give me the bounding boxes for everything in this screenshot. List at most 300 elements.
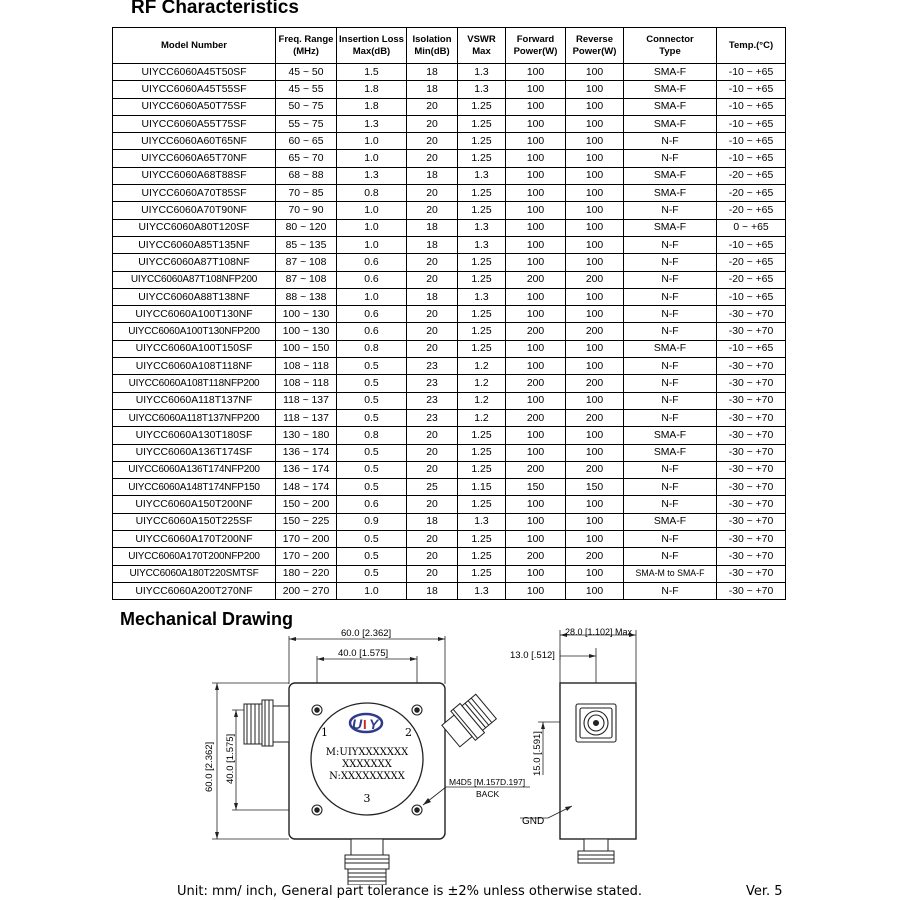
cell-insertion-loss: 1.8: [337, 98, 407, 115]
header-text: Min(dB): [414, 45, 450, 57]
table-row: [113, 358, 786, 375]
model-marking-2: XXXXXXX: [342, 759, 392, 770]
cell-insertion-loss: 0.8: [337, 427, 407, 444]
cell-model-number: UIYCC6060A200T270NF: [113, 582, 276, 599]
cell-freq-range: 118 ~ 137: [276, 392, 337, 409]
cell-insertion-loss: 0.9: [337, 513, 407, 530]
cell-isolation: 20: [407, 254, 458, 271]
cell-model-number: UIYCC6060A136T174NFP200: [113, 461, 276, 478]
cell-reverse-power: 200: [566, 375, 624, 392]
cell-temperature: -30 ~ +70: [717, 582, 786, 599]
cell-freq-range: 150 ~ 225: [276, 513, 337, 530]
cell-model-number: UIYCC6060A136T174SF: [113, 444, 276, 461]
cell-temperature: -30 ~ +70: [717, 323, 786, 340]
cell-vswr: 1.3: [458, 288, 506, 305]
cell-reverse-power: 100: [566, 115, 624, 132]
cell-connector-type: N-F: [624, 358, 717, 375]
svg-text:Y: Y: [369, 716, 379, 732]
header-freq-range: [276, 28, 337, 64]
header-text: Connector: [646, 33, 694, 45]
mount-hole-side-label: BACK: [476, 789, 500, 799]
cell-isolation: 23: [407, 409, 458, 426]
cell-connector-type: N-F: [624, 254, 717, 271]
cell-forward-power: 100: [506, 392, 566, 409]
cell-model-number: UIYCC6060A45T50SF: [113, 64, 276, 81]
cell-reverse-power: 100: [566, 340, 624, 357]
cell-isolation: 20: [407, 185, 458, 202]
cell-freq-range: 50 ~ 75: [276, 98, 337, 115]
cell-model-number: UIYCC6060A108T118NF: [113, 358, 276, 375]
cell-freq-range: 118 ~ 137: [276, 409, 337, 426]
cell-connector-type: SMA-M to SMA-F: [624, 565, 717, 582]
dim-hole-spacing-label: 40.0 [1.575]: [338, 648, 389, 659]
cell-reverse-power: 100: [566, 444, 624, 461]
cell-model-number: UIYCC6060A68T88SF: [113, 167, 276, 184]
cell-forward-power: 200: [506, 375, 566, 392]
cell-model-number: UIYCC6060A118T137NFP200: [113, 409, 276, 426]
cell-model-number: UIYCC6060A80T120SF: [113, 219, 276, 236]
cell-isolation: 18: [407, 513, 458, 530]
cell-vswr: 1.3: [458, 236, 506, 253]
cell-reverse-power: 200: [566, 271, 624, 288]
header-text: (MHz): [293, 45, 319, 57]
cell-model-number: UIYCC6060A150T200NF: [113, 496, 276, 513]
cell-forward-power: 100: [506, 531, 566, 548]
cell-connector-type: N-F: [624, 236, 717, 253]
mechanical-drawing-title: Mechanical Drawing: [120, 609, 294, 629]
cell-connector-type: N-F: [624, 461, 717, 478]
cell-insertion-loss: 1.0: [337, 582, 407, 599]
cell-insertion-loss: 0.5: [337, 375, 407, 392]
cell-model-number: UIYCC6060A70T90NF: [113, 202, 276, 219]
cell-insertion-loss: 0.8: [337, 185, 407, 202]
cell-forward-power: 100: [506, 288, 566, 305]
header-isolation: [407, 28, 458, 64]
cell-vswr: 1.25: [458, 271, 506, 288]
cell-reverse-power: 100: [566, 531, 624, 548]
cell-temperature: -30 ~ +70: [717, 409, 786, 426]
cell-vswr: 1.2: [458, 409, 506, 426]
cell-freq-range: 150 ~ 200: [276, 496, 337, 513]
cell-temperature: -10 ~ +65: [717, 81, 786, 98]
cell-model-number: UIYCC6060A108T118NFP200: [113, 375, 276, 392]
cell-insertion-loss: 1.5: [337, 64, 407, 81]
cell-reverse-power: 100: [566, 98, 624, 115]
cell-model-number: UIYCC6060A170T200NFP200: [113, 548, 276, 565]
table-row: [113, 167, 786, 184]
cell-temperature: -30 ~ +70: [717, 513, 786, 530]
cell-insertion-loss: 0.5: [337, 531, 407, 548]
cell-isolation: 18: [407, 582, 458, 599]
cell-temperature: -10 ~ +65: [717, 98, 786, 115]
cell-reverse-power: 100: [566, 64, 624, 81]
cell-reverse-power: 200: [566, 461, 624, 478]
cell-freq-range: 108 ~ 118: [276, 375, 337, 392]
table-row: [113, 306, 786, 323]
cell-forward-power: 200: [506, 461, 566, 478]
cell-isolation: 18: [407, 64, 458, 81]
footer-note: Unit: mm/ inch, General part tolerance is ±2% unless otherwise stated.: [177, 884, 642, 899]
cell-insertion-loss: 0.5: [337, 409, 407, 426]
cell-insertion-loss: 1.3: [337, 115, 407, 132]
cell-isolation: 20: [407, 461, 458, 478]
cell-insertion-loss: 0.6: [337, 496, 407, 513]
cell-model-number: UIYCC6060A148T174NFP150: [113, 479, 276, 496]
cell-isolation: 20: [407, 202, 458, 219]
header-text: Max(dB): [352, 45, 391, 57]
cell-insertion-loss: 1.3: [337, 167, 407, 184]
cell-reverse-power: 100: [566, 392, 624, 409]
cell-freq-range: 88 ~ 138: [276, 288, 337, 305]
table-row: [113, 185, 786, 202]
cell-connector-type: N-F: [624, 548, 717, 565]
cell-model-number: UIYCC6060A180T220SMTSF: [113, 565, 276, 582]
table-row: [113, 81, 786, 98]
mount-hole-label: M4D5 [M.157D.197]: [449, 777, 526, 787]
cell-vswr: 1.25: [458, 496, 506, 513]
cell-temperature: -10 ~ +65: [717, 64, 786, 81]
table-row: [113, 375, 786, 392]
cell-vswr: 1.25: [458, 461, 506, 478]
cell-insertion-loss: 1.0: [337, 133, 407, 150]
cell-isolation: 23: [407, 375, 458, 392]
header-vswr: [458, 28, 506, 64]
table-row: [113, 115, 786, 132]
cell-temperature: -30 ~ +70: [717, 375, 786, 392]
header-model-number: [113, 28, 276, 64]
cell-insertion-loss: 0.8: [337, 340, 407, 357]
cell-isolation: 20: [407, 496, 458, 513]
cell-freq-range: 45 ~ 55: [276, 81, 337, 98]
cell-isolation: 18: [407, 288, 458, 305]
table-row: [113, 392, 786, 409]
cell-connector-type: N-F: [624, 271, 717, 288]
cell-connector-type: SMA-F: [624, 513, 717, 530]
table-row: [113, 133, 786, 150]
cell-isolation: 20: [407, 531, 458, 548]
cell-freq-range: 70 ~ 90: [276, 202, 337, 219]
cell-reverse-power: 100: [566, 565, 624, 582]
mechanical-drawing: [0, 625, 900, 885]
header-reverse-power: [566, 28, 624, 64]
table-row: [113, 548, 786, 565]
cell-reverse-power: 200: [566, 548, 624, 565]
cell-reverse-power: 100: [566, 219, 624, 236]
header-connector-type: [624, 28, 717, 64]
cell-connector-type: N-F: [624, 133, 717, 150]
cell-forward-power: 100: [506, 340, 566, 357]
table-row: [113, 565, 786, 582]
header-text: Model Number: [161, 39, 227, 51]
cell-temperature: -10 ~ +65: [717, 150, 786, 167]
cell-forward-power: 100: [506, 98, 566, 115]
cell-isolation: 20: [407, 548, 458, 565]
port-3-label: 3: [363, 792, 371, 805]
cell-model-number: UIYCC6060A100T150SF: [113, 340, 276, 357]
cell-reverse-power: 200: [566, 323, 624, 340]
header-text: Power(W): [572, 45, 617, 57]
cell-insertion-loss: 1.0: [337, 236, 407, 253]
cell-freq-range: 68 ~ 88: [276, 167, 337, 184]
cell-freq-range: 87 ~ 108: [276, 271, 337, 288]
dim-hole-spacing-v-label: 40.0 [1.575]: [225, 733, 236, 784]
cell-freq-range: 100 ~ 150: [276, 340, 337, 357]
cell-freq-range: 65 ~ 70: [276, 150, 337, 167]
cell-isolation: 20: [407, 271, 458, 288]
cell-vswr: 1.25: [458, 340, 506, 357]
header-text: Insertion Loss: [339, 33, 404, 45]
cell-reverse-power: 100: [566, 185, 624, 202]
cell-isolation: 20: [407, 444, 458, 461]
table-row: [113, 340, 786, 357]
cell-temperature: -30 ~ +70: [717, 392, 786, 409]
cell-temperature: -30 ~ +70: [717, 427, 786, 444]
cell-forward-power: 100: [506, 513, 566, 530]
cell-model-number: UIYCC6060A100T130NFP200: [113, 323, 276, 340]
cell-connector-type: SMA-F: [624, 64, 717, 81]
cell-forward-power: 100: [506, 202, 566, 219]
cell-forward-power: 100: [506, 219, 566, 236]
cell-freq-range: 60 ~ 65: [276, 133, 337, 150]
cell-connector-type: N-F: [624, 323, 717, 340]
cell-connector-type: N-F: [624, 288, 717, 305]
cell-reverse-power: 100: [566, 306, 624, 323]
cell-insertion-loss: 0.6: [337, 254, 407, 271]
table-row: [113, 427, 786, 444]
cell-connector-type: N-F: [624, 392, 717, 409]
cell-temperature: -10 ~ +65: [717, 288, 786, 305]
cell-reverse-power: 100: [566, 81, 624, 98]
cell-reverse-power: 100: [566, 288, 624, 305]
cell-temperature: -30 ~ +70: [717, 461, 786, 478]
cell-forward-power: 200: [506, 271, 566, 288]
cell-freq-range: 70 ~ 85: [276, 185, 337, 202]
cell-vswr: 1.25: [458, 444, 506, 461]
bottom-connector: [345, 839, 389, 885]
cell-forward-power: 100: [506, 306, 566, 323]
cell-freq-range: 100 ~ 130: [276, 323, 337, 340]
cell-connector-type: N-F: [624, 306, 717, 323]
cell-temperature: -20 ~ +65: [717, 271, 786, 288]
cell-isolation: 20: [407, 306, 458, 323]
cell-model-number: UIYCC6060A88T138NF: [113, 288, 276, 305]
table-row: [113, 444, 786, 461]
cell-model-number: UIYCC6060A55T75SF: [113, 115, 276, 132]
cell-vswr: 1.3: [458, 64, 506, 81]
cell-freq-range: 200 ~ 270: [276, 582, 337, 599]
cell-forward-power: 100: [506, 358, 566, 375]
table-row: [113, 236, 786, 253]
table-row: [113, 531, 786, 548]
cell-insertion-loss: 0.5: [337, 548, 407, 565]
cell-model-number: UIYCC6060A100T130NF: [113, 306, 276, 323]
cell-isolation: 20: [407, 323, 458, 340]
cell-isolation: 20: [407, 98, 458, 115]
table-row: [113, 479, 786, 496]
port-1-label: 1: [321, 726, 328, 739]
cell-forward-power: 100: [506, 254, 566, 271]
cell-vswr: 1.25: [458, 150, 506, 167]
svg-text:U: U: [352, 716, 363, 732]
cell-model-number: UIYCC6060A65T70NF: [113, 150, 276, 167]
cell-connector-type: SMA-F: [624, 219, 717, 236]
header-insertion-loss: [337, 28, 407, 64]
cell-connector-type: SMA-F: [624, 98, 717, 115]
header-text: Power(W): [513, 45, 558, 57]
cell-forward-power: 200: [506, 548, 566, 565]
table-row: [113, 254, 786, 271]
cell-freq-range: 45 ~ 50: [276, 64, 337, 81]
cell-connector-type: SMA-F: [624, 444, 717, 461]
dim-connector-offset-label: 13.0 [.512]: [510, 650, 555, 661]
cell-temperature: -30 ~ +70: [717, 358, 786, 375]
cell-vswr: 1.3: [458, 81, 506, 98]
cell-temperature: 0 ~ +65: [717, 219, 786, 236]
cell-forward-power: 100: [506, 115, 566, 132]
header-text: Isolation: [412, 33, 452, 45]
cell-forward-power: 100: [506, 64, 566, 81]
cell-temperature: -10 ~ +65: [717, 236, 786, 253]
cell-temperature: -30 ~ +70: [717, 565, 786, 582]
svg-text:I: I: [363, 717, 367, 732]
cell-insertion-loss: 1.0: [337, 150, 407, 167]
cell-isolation: 18: [407, 236, 458, 253]
cell-isolation: 20: [407, 115, 458, 132]
cell-vswr: 1.3: [458, 582, 506, 599]
cell-insertion-loss: 0.5: [337, 565, 407, 582]
cell-forward-power: 100: [506, 133, 566, 150]
cell-freq-range: 148 ~ 174: [276, 479, 337, 496]
cell-freq-range: 180 ~ 220: [276, 565, 337, 582]
cell-model-number: UIYCC6060A85T135NF: [113, 236, 276, 253]
cell-vswr: 1.25: [458, 306, 506, 323]
cell-temperature: -20 ~ +65: [717, 167, 786, 184]
cell-forward-power: 100: [506, 185, 566, 202]
table-row: [113, 202, 786, 219]
dim-height-label: 60.0 [2.362]: [204, 741, 215, 792]
cell-forward-power: 200: [506, 323, 566, 340]
cell-reverse-power: 200: [566, 409, 624, 426]
cell-connector-type: SMA-F: [624, 115, 717, 132]
cell-vswr: 1.25: [458, 98, 506, 115]
table-row: [113, 271, 786, 288]
cell-temperature: -20 ~ +65: [717, 185, 786, 202]
cell-model-number: UIYCC6060A60T65NF: [113, 133, 276, 150]
table-header-row: [113, 28, 786, 64]
table-row: [113, 409, 786, 426]
cell-vswr: 1.25: [458, 202, 506, 219]
cell-model-number: UIYCC6060A87T108NF: [113, 254, 276, 271]
header-temperature: [717, 28, 786, 64]
cell-reverse-power: 100: [566, 202, 624, 219]
cell-connector-type: N-F: [624, 496, 717, 513]
cell-insertion-loss: 0.6: [337, 306, 407, 323]
cell-forward-power: 200: [506, 409, 566, 426]
rf-spec-table: [112, 27, 786, 600]
cell-forward-power: 100: [506, 565, 566, 582]
table-row: [113, 219, 786, 236]
cell-vswr: 1.25: [458, 323, 506, 340]
header-text: VSWR: [467, 33, 496, 45]
side-bottom-connector: [578, 839, 614, 863]
cell-freq-range: 108 ~ 118: [276, 358, 337, 375]
header-text: Forward: [516, 33, 555, 45]
table-row: [113, 288, 786, 305]
cell-reverse-power: 150: [566, 479, 624, 496]
cell-reverse-power: 100: [566, 582, 624, 599]
cell-vswr: 1.2: [458, 375, 506, 392]
cell-connector-type: SMA-F: [624, 185, 717, 202]
cell-isolation: 20: [407, 565, 458, 582]
table-row: [113, 98, 786, 115]
cell-isolation: 18: [407, 167, 458, 184]
cell-temperature: -30 ~ +70: [717, 306, 786, 323]
cell-vswr: 1.2: [458, 392, 506, 409]
cell-insertion-loss: 0.6: [337, 323, 407, 340]
cell-vswr: 1.25: [458, 565, 506, 582]
cell-freq-range: 87 ~ 108: [276, 254, 337, 271]
cell-reverse-power: 100: [566, 150, 624, 167]
cell-forward-power: 100: [506, 236, 566, 253]
cell-vswr: 1.25: [458, 185, 506, 202]
cell-forward-power: 150: [506, 479, 566, 496]
cell-isolation: 20: [407, 340, 458, 357]
table-row: [113, 461, 786, 478]
cell-isolation: 23: [407, 358, 458, 375]
cell-forward-power: 100: [506, 496, 566, 513]
serial-marking: N:XXXXXXXXX: [329, 771, 405, 782]
cell-isolation: 25: [407, 479, 458, 496]
cell-temperature: -30 ~ +70: [717, 479, 786, 496]
cell-isolation: 20: [407, 150, 458, 167]
cell-reverse-power: 100: [566, 254, 624, 271]
port-2-label: 2: [405, 726, 412, 739]
cell-insertion-loss: 0.5: [337, 392, 407, 409]
cell-temperature: -30 ~ +70: [717, 444, 786, 461]
right-connector: [439, 692, 499, 751]
cell-temperature: -30 ~ +70: [717, 548, 786, 565]
dim-width-label: 60.0 [2.362]: [341, 628, 392, 639]
table-row: [113, 582, 786, 599]
cell-reverse-power: 100: [566, 358, 624, 375]
cell-model-number: UIYCC6060A150T225SF: [113, 513, 276, 530]
header-text: Type: [659, 45, 681, 57]
table-row: [113, 513, 786, 530]
cell-insertion-loss: 1.8: [337, 81, 407, 98]
cell-forward-power: 100: [506, 582, 566, 599]
cell-reverse-power: 100: [566, 167, 624, 184]
cell-isolation: 18: [407, 81, 458, 98]
cell-insertion-loss: 1.0: [337, 219, 407, 236]
cell-vswr: 1.25: [458, 531, 506, 548]
uiy-logo: [350, 714, 382, 732]
cell-vswr: 1.25: [458, 427, 506, 444]
cell-model-number: UIYCC6060A170T200NF: [113, 531, 276, 548]
model-marking: M:UIYXXXXXXX: [325, 747, 409, 758]
cell-connector-type: N-F: [624, 531, 717, 548]
cell-temperature: -30 ~ +70: [717, 496, 786, 513]
gnd-label: GND: [522, 816, 545, 827]
header-forward-power: [506, 28, 566, 64]
cell-vswr: 1.3: [458, 167, 506, 184]
table-body: [113, 64, 786, 600]
cell-connector-type: SMA-F: [624, 340, 717, 357]
cell-insertion-loss: 0.5: [337, 358, 407, 375]
cell-temperature: -10 ~ +65: [717, 340, 786, 357]
table-row: [113, 323, 786, 340]
cell-reverse-power: 100: [566, 496, 624, 513]
cell-model-number: UIYCC6060A118T137NF: [113, 392, 276, 409]
